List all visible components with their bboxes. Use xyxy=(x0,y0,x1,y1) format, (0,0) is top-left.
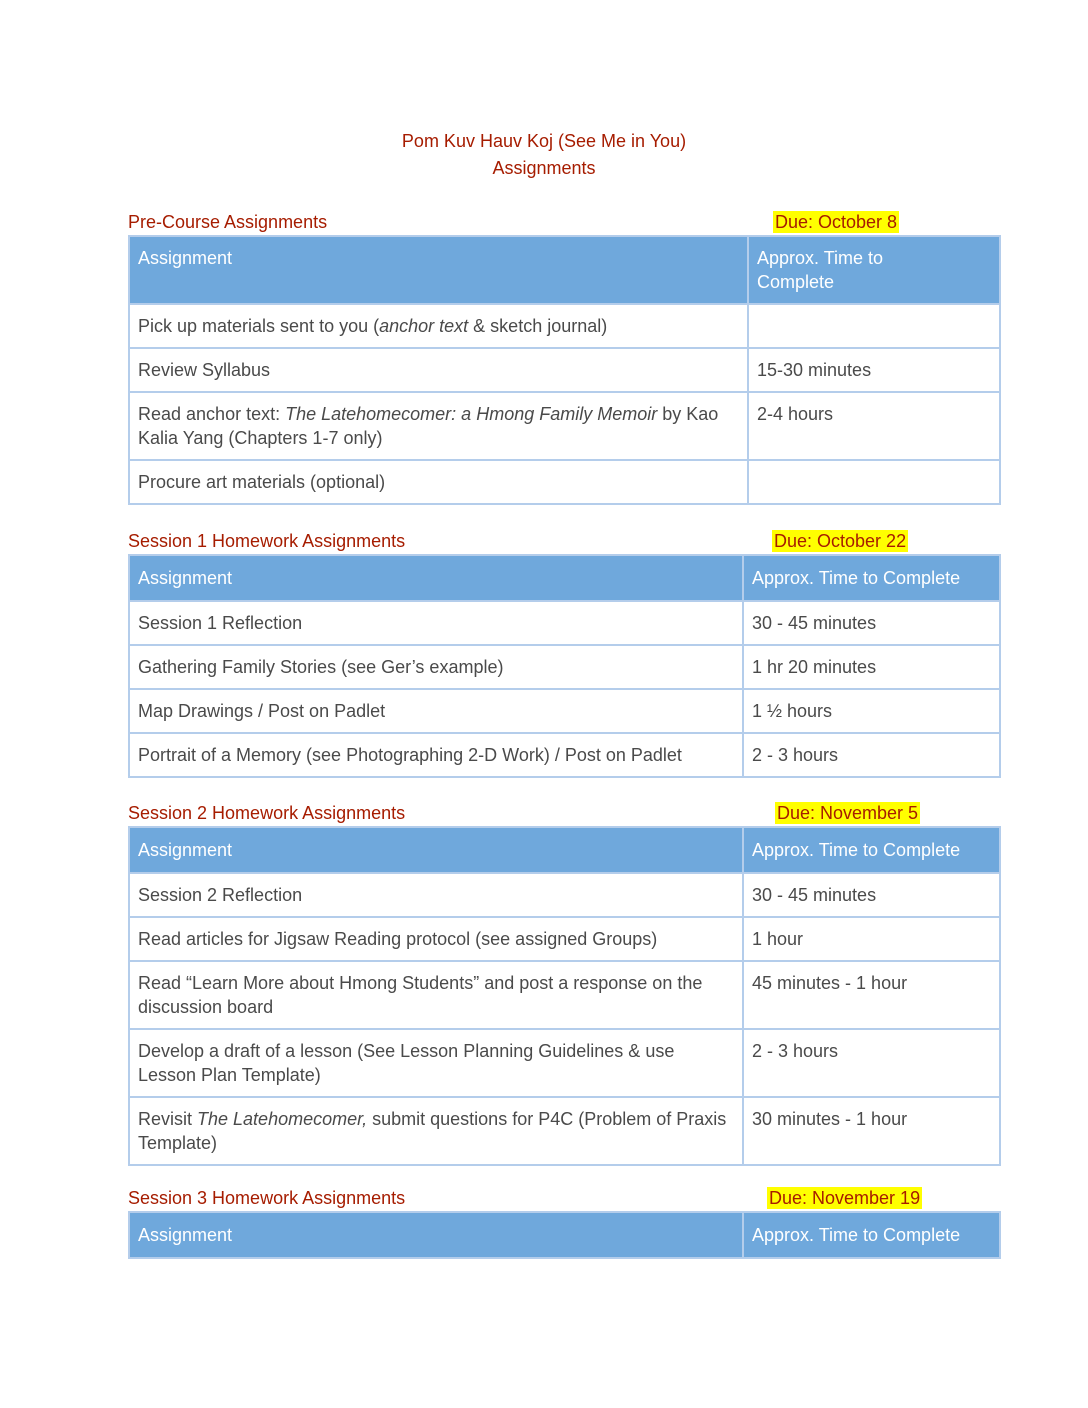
time-cell: 2 - 3 hours xyxy=(743,733,1000,777)
header-assignment: Assignment xyxy=(129,1212,743,1258)
due-date: Due: October 8 xyxy=(775,212,898,232)
section-title: Session 1 Homework Assignments xyxy=(128,531,406,551)
time-cell: 1 hr 20 minutes xyxy=(743,645,1000,689)
assignments-table xyxy=(128,1211,1001,1259)
section-session-2 xyxy=(128,796,999,1166)
section-session-1 xyxy=(128,524,999,778)
assignments-table xyxy=(128,826,1001,1166)
time-cell xyxy=(748,304,1000,348)
table-row xyxy=(129,917,1000,961)
table-row xyxy=(129,689,1000,733)
header-time: Approx. Time to Complete xyxy=(743,827,1000,873)
table-row xyxy=(129,961,1000,1029)
section-title: Pre-Course Assignments xyxy=(128,212,328,232)
assignment-cell: Procure art materials (optional) xyxy=(129,460,748,504)
table-row xyxy=(129,645,1000,689)
section-title: Session 2 Homework Assignments xyxy=(128,803,406,823)
time-cell: 2-4 hours xyxy=(748,392,1000,460)
title-line-2: Assignments xyxy=(492,158,596,178)
due-date: Due: November 19 xyxy=(769,1188,921,1208)
time-cell: 30 - 45 minutes xyxy=(743,601,1000,645)
header-time: Approx. Time to Complete xyxy=(743,1212,1000,1258)
time-cell: 1 hour xyxy=(743,917,1000,961)
time-cell: 30 minutes - 1 hour xyxy=(743,1097,1000,1165)
section-session-3 xyxy=(128,1181,999,1259)
title-line-1: Pom Kuv Hauv Koj (See Me in You) xyxy=(401,131,687,151)
assignment-cell: Map Drawings / Post on Padlet xyxy=(129,689,743,733)
assignment-cell: Read articles for Jigsaw Reading protocol (see assigned Groups) xyxy=(129,917,743,961)
header-time: Approx. Time to Complete xyxy=(743,555,1000,601)
assignment-cell: Gathering Family Stories (see Ger’s example) xyxy=(129,645,743,689)
table-row xyxy=(129,873,1000,917)
due-date: Due: October 22 xyxy=(774,531,907,551)
time-cell: 15-30 minutes xyxy=(748,348,1000,392)
assignment-cell: Session 1 Reflection xyxy=(129,601,743,645)
table-row xyxy=(129,304,1000,348)
table-row xyxy=(129,601,1000,645)
time-cell xyxy=(748,460,1000,504)
time-cell: 2 - 3 hours xyxy=(743,1029,1000,1097)
table-row xyxy=(129,733,1000,777)
section-pre-course xyxy=(128,205,999,505)
time-cell: 30 - 45 minutes xyxy=(743,873,1000,917)
assignment-cell: Pick up materials sent to you (anchor text & sketch journal) xyxy=(129,304,748,348)
table-row xyxy=(129,348,1000,392)
assignment-cell: Review Syllabus xyxy=(129,348,748,392)
time-cell: 45 minutes - 1 hour xyxy=(743,961,1000,1029)
section-title: Session 3 Homework Assignments xyxy=(128,1188,406,1208)
assignment-cell: Session 2 Reflection xyxy=(129,873,743,917)
header-time: Approx. Time to Complete xyxy=(748,236,1000,304)
assignments-table xyxy=(128,554,1001,778)
header-assignment: Assignment xyxy=(129,555,743,601)
header-assignment: Assignment xyxy=(129,827,743,873)
assignments-table xyxy=(128,235,1001,505)
page-title xyxy=(0,128,1088,182)
assignment-cell: Portrait of a Memory (see Photographing 2-D Work) / Post on Padlet xyxy=(129,733,743,777)
table-row xyxy=(129,1029,1000,1097)
table-row xyxy=(129,392,1000,460)
assignment-cell: Read anchor text: The Latehomecomer: a Hmong Family Memoir by Kao Kalia Yang (Chapters 1-7 only) xyxy=(129,392,748,460)
table-row xyxy=(129,1097,1000,1165)
due-date: Due: November 5 xyxy=(777,803,919,823)
assignment-cell: Read “Learn More about Hmong Students” and post a response on the discussion board xyxy=(129,961,743,1029)
header-assignment: Assignment xyxy=(129,236,748,304)
assignment-cell: Revisit The Latehomecomer, submit questions for P4C (Problem of Praxis Template) xyxy=(129,1097,743,1165)
time-cell: 1 ½ hours xyxy=(743,689,1000,733)
table-row xyxy=(129,460,1000,504)
assignment-cell: Develop a draft of a lesson (See Lesson Planning Guidelines & use Lesson Plan Template) xyxy=(129,1029,743,1097)
